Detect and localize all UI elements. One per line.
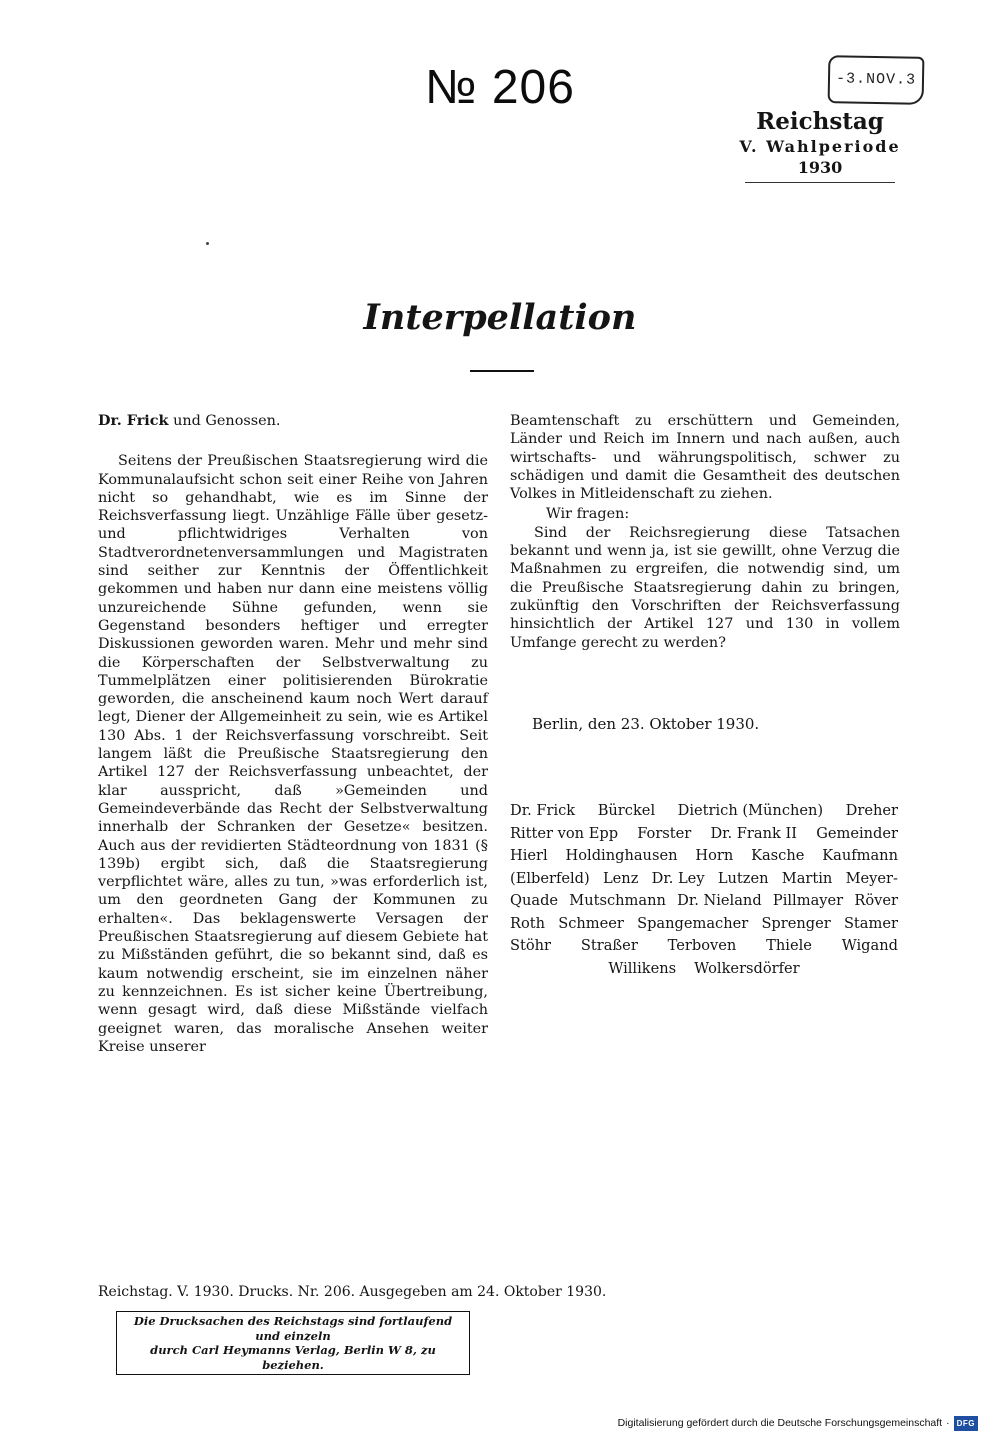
signatory: (Elberfeld)	[510, 869, 590, 887]
signatory: Willikens	[608, 959, 677, 977]
signatory: Lenz	[602, 869, 639, 887]
signatory: Stamer	[843, 914, 898, 932]
signatory: Kaufmann	[822, 847, 898, 864]
signatory: Dreher	[845, 802, 898, 819]
signatory-row	[510, 913, 898, 936]
signatory: Schmeer	[558, 914, 624, 932]
right-column	[510, 412, 900, 652]
paper-speck	[206, 242, 209, 245]
signatory: Straßer	[580, 937, 638, 954]
signatory: Wolkersdörfer	[694, 959, 800, 977]
signatory: Bürckel	[597, 802, 656, 819]
document-title: Interpellation	[363, 297, 637, 338]
signatory: Kasche	[751, 847, 805, 864]
reichstag-heading	[720, 108, 920, 183]
we-ask-line: Wir fragen:	[546, 506, 630, 523]
signatory: Roth	[510, 914, 546, 932]
year-label: 1930	[797, 158, 843, 177]
place-date: Berlin, den 23. Oktober 1930.	[532, 715, 760, 733]
signatory: Gemeinder	[816, 824, 898, 842]
signatory-row	[510, 823, 898, 846]
question-paragraph: Sind der Reichsregierung diese Tatsachen bekannt und wenn ja, ist sie gewillt, ohne Verzug die Maßnahmen zu ergreifen, die notwendig sind, um die Preußische Staatsregierung dahin zu bringen, zukünftig den Vorschriften der Reichsverfassung hinsichtlich der Artikel 127 und 130 in vollem Umfange gerecht zu werden?	[510, 524, 900, 651]
body-paragraph: Seitens der Preußischen Staatsregierung wird die Kommunalaufsicht schon seit einer Reihe von Jahren nicht so gehandhabt, wie es im Sinne der Reichsverfassung liegt. Unzählige Fälle über gesetz- und pflichtwidriges Verhalten von Stadtverordnetenversammlungen und Magistraten sind seither zur Kenntnis der Öffentlichkeit gekommen und haben nur dann eine meistens völlig unzureichende Sühne gefunden, wenn sie Gegenstand besonders heftiger und erregter Diskussionen geworden waren. Mehr und mehr sind die Körperschaften der Selbstverwaltung zu Tummelplätzen einer politisierenden Bürokratie geworden, die anscheinend kaum noch Wert darauf legt, Diener der Allgemeinheit zu sein, wie es Artikel 130 Abs. 1 der Reichsverfassung vorschreibt. Seit langem läßt die Preußische Staatsregierung den Artikel 127 der Reichsverfassung unbeachtet, der klar ausspricht, daß »Gemeinden und Gemeindeverbände das Recht der Selbstverwaltung innerhalb der Schranken der Gesetze« besitzen. Auch aus der revidierten Städteordnung von 1831 (§ 139b) ergibt sich, daß die Staatsregierung verpflichtet wäre, alles zu tun, »was erforderlich ist, um den geordneten Gang der Kommunen zu erhalten«. Das beklagenswerte Versagen der Preußischen Staatsregierung auf diesem Gebiete hat zu Mißständen geführt, die so bekannt sind, daß es kaum notwendig erscheint, sie im einzelnen näher zu kennzeichnen. Es ist sicher keine Übertreibung, wenn gesagt wird, daß diese Mißstände vielfach geeignet waren, das moralische Ansehen weiter Kreise unserer	[98, 453, 488, 1055]
credit-text: Digitalisierung gefördert durch die Deutsche Forschungsgemeinschaft	[617, 1417, 943, 1429]
signatory: Martin	[781, 869, 833, 887]
signatory: Dr. Ley	[651, 869, 705, 887]
signatory: Hierl	[510, 847, 548, 864]
continuation-paragraph: Beamtenschaft zu erschüttern und Gemeinden, Länder und Reich im Innern und nach außen, auch wirtschafts- und währungspolitisch, schwer zu schädigen und damit die Gesamtheit des deutschen Volkes in Mitleidenschaft zu ziehen.	[510, 413, 900, 503]
author-name: Dr. Frick	[98, 412, 169, 429]
signatory: Spangemacher	[637, 914, 749, 932]
signatory: Meyer-	[845, 869, 898, 887]
print-info-line: Reichstag. V. 1930. Drucks. Nr. 206. Ausgegeben am 24. Oktober 1930.	[98, 1284, 607, 1300]
document-number: № 206	[425, 61, 575, 114]
publisher-notice-line: Die Drucksachen des Reichstags sind fortlaufend und einzeln	[133, 1314, 453, 1343]
signatory: Wigand	[841, 937, 898, 954]
digitization-credit: Digitalisierung gefördert durch die Deutsche Forschungsgemeinschaft · DFG	[618, 1416, 978, 1431]
signatory-row	[510, 868, 898, 891]
author-suffix: und Genossen.	[173, 413, 281, 429]
author-line	[98, 412, 488, 430]
reichstag-label: Reichstag	[756, 108, 884, 135]
signatory-row	[510, 958, 898, 981]
signatory: Dr. Frick	[510, 802, 576, 819]
signatory: Terboven	[667, 937, 737, 954]
signatory: Holdinghausen	[565, 847, 678, 864]
signatory: Dr. Nieland	[677, 892, 762, 909]
signatory: Quade	[510, 892, 559, 909]
signatory: Horn	[695, 847, 734, 864]
signatory-row	[510, 800, 898, 823]
period-label: V. Wahlperiode	[739, 137, 901, 156]
publisher-notice-box	[116, 1311, 470, 1375]
receipt-stamp: -3.NOV.3	[828, 55, 925, 105]
signatory: Ritter von Epp	[510, 824, 619, 842]
signatory-row	[510, 935, 898, 958]
signatory: Pillmayer	[772, 892, 844, 909]
signatory: Dietrich (München)	[677, 802, 824, 819]
signatory: Stöhr	[510, 937, 552, 954]
signatory: Thiele	[766, 937, 812, 954]
title-rule	[470, 370, 534, 372]
signatory: Lutzen	[717, 869, 769, 887]
signatory-row	[510, 890, 898, 913]
signatory: Forster	[637, 824, 692, 842]
signatories-block	[510, 800, 898, 980]
signatory: Röver	[854, 892, 898, 909]
dfg-logo-icon: DFG	[954, 1416, 978, 1431]
signatory: Mutschmann	[569, 892, 666, 909]
signatory: Dr. Frank II	[710, 824, 798, 842]
publisher-notice-line: durch Carl Heymanns Verlag, Berlin W 8, zu beziehen.	[150, 1343, 436, 1372]
signatory-row	[510, 845, 898, 868]
left-column	[98, 412, 488, 1056]
heading-rule	[745, 182, 895, 183]
signatory: Sprenger	[761, 914, 831, 932]
